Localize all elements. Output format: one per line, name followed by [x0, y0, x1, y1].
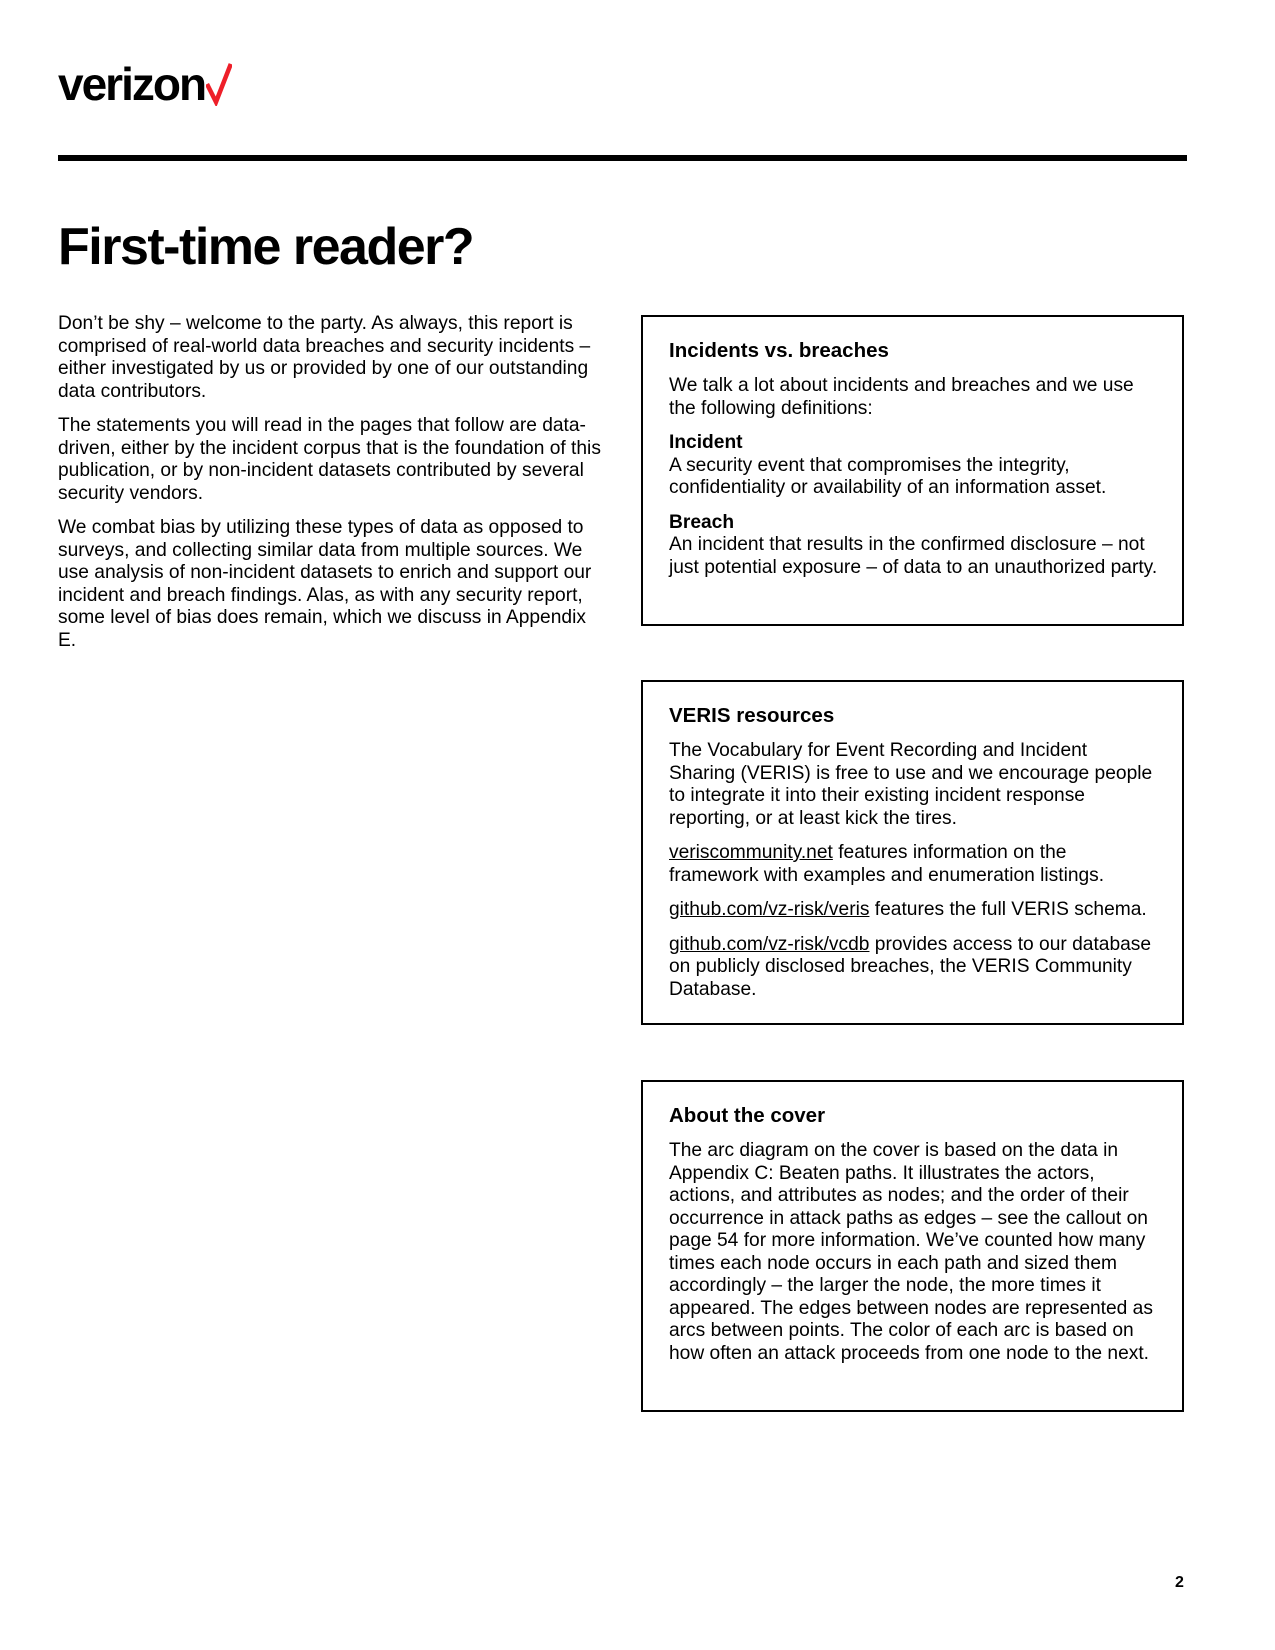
- veriscommunity-link[interactable]: veriscommunity.net: [669, 842, 833, 863]
- incident-def: A security event that compromises the integrity, confidentiality or availability of an information asset.: [669, 454, 1107, 498]
- cover-description: The arc diagram on the cover is based on the data in Appendix C: Beaten paths. It illustrates the actors, actions, and attributes as nodes; and the order of their occurrence in attack paths as edges – see the callout on page 54 for more information. We’ve counted how many times each node occurs in each path and sized them accordingly – the larger the node, the more times it appeared. The edges between nodes are represented as arcs between points. The color of each arc is based on how often an attack proceeds from one node to the next.: [669, 1140, 1153, 1364]
- box-heading: About the cover: [669, 1104, 826, 1127]
- box-heading: Incidents vs. breaches: [669, 339, 889, 362]
- vcdb-line: [669, 934, 1158, 1002]
- intro-column: [58, 313, 608, 664]
- box-intro: The Vocabulary for Event Recording and Incident Sharing (VERIS) is free to use and we encourage people to integrate it into their existing incident response reporting, or at least kick the tires.: [669, 740, 1153, 829]
- veris-community-line: [669, 842, 1158, 887]
- box-heading: VERIS resources: [669, 704, 835, 727]
- link-description: features the full VERIS schema.: [869, 899, 1147, 920]
- header-rule: [58, 155, 1187, 161]
- page-number: 2: [1175, 1574, 1184, 1591]
- veris-schema-line: [669, 899, 1158, 922]
- intro-paragraph: We combat bias by utilizing these types of data as opposed to surveys, and collecting similar data from multiple sources. We use analysis of non-incident datasets to enrich and support our incident and breach findings. Alas, as with any security report, some level of bias does remain, which we discuss in Appendix E.: [58, 517, 592, 651]
- box-intro: We talk a lot about incidents and breaches and we use the following definitions:: [669, 375, 1134, 419]
- incidents-vs-breaches-box: [641, 315, 1184, 626]
- vcdb-github-link[interactable]: github.com/vz-risk/vcdb: [669, 933, 870, 955]
- veris-github-link[interactable]: github.com/vz-risk/veris: [669, 899, 870, 920]
- checkmark-icon: [206, 62, 232, 106]
- verizon-logo: [58, 58, 232, 110]
- incident-definition: [669, 432, 1158, 500]
- veris-resources-box: [641, 680, 1184, 1025]
- breach-term: Breach: [669, 511, 735, 533]
- intro-paragraph: The statements you will read in the pages that follow are data-driven, either by the incident corpus that is the foundation of this publication, or by non-incident datasets contributed by several security vendors.: [58, 415, 601, 504]
- incident-term: Incident: [669, 432, 743, 453]
- logo-wordmark: verizon: [58, 58, 206, 110]
- page-title: First-time reader?: [58, 218, 474, 276]
- breach-definition: [669, 512, 1158, 580]
- breach-def: An incident that results in the confirmed disclosure – not just potential exposure – of data to an unauthorized party.: [669, 534, 1158, 578]
- intro-paragraph: Don’t be shy – welcome to the party. As always, this report is comprised of real-world data breaches and security incidents – either investigated by us or provided by one of our outstanding data contributors.: [58, 313, 591, 402]
- link-description: provides access to our database on publicly disclosed breaches, the VERIS Community Database.: [669, 933, 1152, 1000]
- about-the-cover-box: [641, 1080, 1184, 1412]
- link-description: features information on the framework with examples and enumeration listings.: [669, 842, 1105, 886]
